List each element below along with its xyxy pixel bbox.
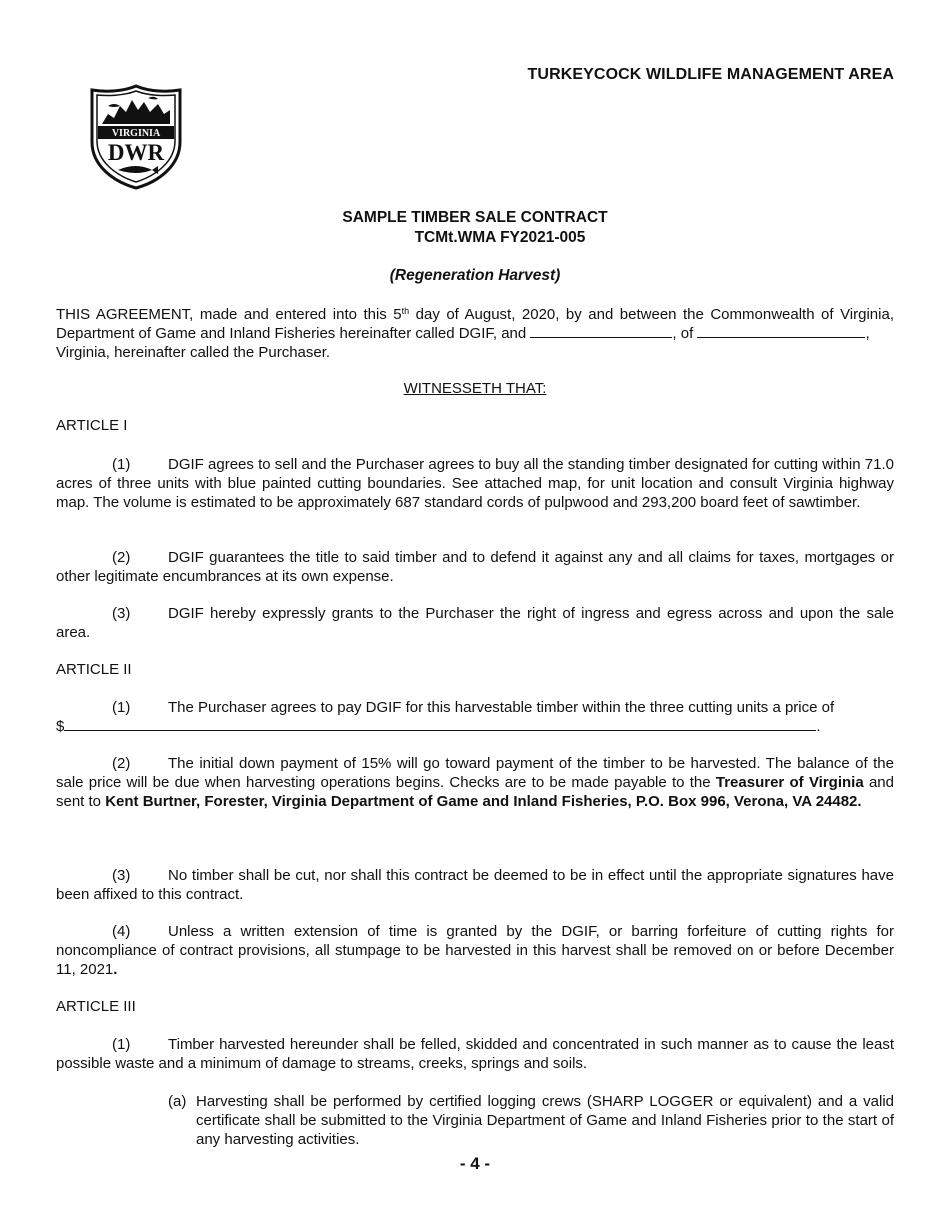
article-1-item-2: (2) DGIF guarantees the title to said timber and to defend it against any and all claims for taxes, mortgages or other legitimate encumbrances at its own expense. [56,549,894,585]
ordinal-suffix: th [401,306,410,316]
purchaser-name-blank [530,324,672,338]
agreement-paragraph: THIS AGREEMENT, made and entered into this 5th day of August, 2020, by and between the Commonwealth of Virginia, Department of Game and Inland Fisheries hereinafter called DGIF, and , of , Virginia, hereinafter called the Purchaser. [56,306,894,361]
article-2-heading: ARTICLE II [56,661,132,678]
dwr-shield-logo-icon [88,84,184,190]
article-1-item-1: (1) DGIF agrees to sell and the Purchaser agrees to buy all the standing timber designated for cutting within 71.0 acres of three units with blue painted cutting boundaries. See attached map, for unit location and consult Virginia highway map. The volume is estimated to be approximately 687 standard cords of pulpwood and 293,200 board feet of sawtimber. [56,456,894,511]
article-1-heading: ARTICLE I [56,417,128,434]
page-number: - 4 - [459,1154,491,1173]
purchaser-location-blank [697,324,865,338]
article-3-item-1: (1) Timber harvested hereunder shall be felled, skidded and concentrated in such manner as to cause the least possible waste and a minimum of damage to streams, creeks, springs and soils. [56,1036,894,1072]
price-blank [64,717,816,731]
article-3-subitem-a: (a) Harvesting shall be performed by certified logging crews (SHARP LOGGER or equivalent) and a valid certificate shall be submitted to the Virginia Department of Game and Inland Fisheries prior to the start of any harvesting activities. [168,1093,894,1148]
contract-number: TCMt.WMA FY2021-005 [414,229,586,246]
logo-text-dwr: DWR [107,140,165,165]
article-2-item-3: (3) No timber shall be cut, nor shall this contract be deemed to be in effect until the appropriate signatures have been affixed to this contract. [56,867,894,903]
article-1-item-3: (3) DGIF hereby expressly grants to the Purchaser the right of ingress and egress across and upon the sale area. [56,605,894,641]
witnesseth-heading: WITNESSETH THAT: [403,380,547,397]
wma-title: TURKEYCOCK WILDLIFE MANAGEMENT AREA [527,66,894,83]
article-2-item-1: (1) The Purchaser agrees to pay DGIF for this harvestable timber within the three cutting units a price of $ . [56,699,835,735]
contract-subtitle: (Regeneration Harvest) [389,267,561,284]
contract-title: SAMPLE TIMBER SALE CONTRACT [342,209,608,226]
article-3-heading: ARTICLE III [56,998,136,1015]
article-2-item-4: (4) Unless a written extension of time is granted by the DGIF, or barring forfeiture of cutting rights for noncompliance of contract provisions, all stumpage to be harvested in this harvest shall be removed on or before December 11, 2021. [56,923,894,978]
logo-text-virginia: VIRGINIA [111,128,161,139]
article-2-item-2: (2) The initial down payment of 15% will go toward payment of the timber to be harvested. The balance of the sale price will be due when harvesting operations begins. Checks are to be made payable to the Treasurer of Virginia and sent to Kent Burtner, Forester, Virginia Department of Game and Inland Fisheries, P.O. Box 996, Verona, VA 24482. [56,755,894,810]
